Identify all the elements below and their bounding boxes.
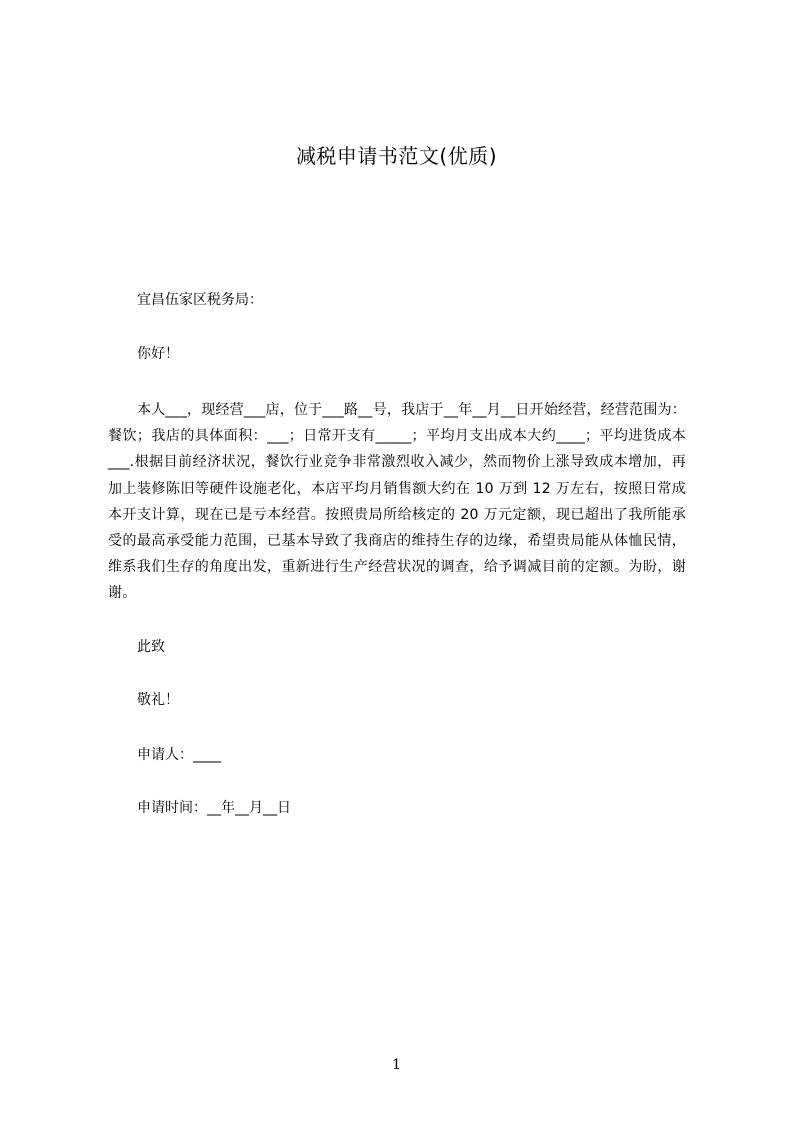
page-number: 1 <box>392 1057 401 1073</box>
date-line: 申请时间：__年__月__日 <box>137 800 291 816</box>
document-title: 减税申请书范文(优质) <box>295 144 498 168</box>
greeting-line: 你好！ <box>137 346 179 362</box>
closing-line-1: 此致 <box>137 639 165 655</box>
body-paragraph: 本人___，现经营___店，位于___路__号，我店于__年__月__日开始经营，经营范围为：餐饮；我店的具体面积：___；日常开支有_____；平均月支出成本大约____；平均进货成本___.根据目前经济状况，餐饮行业竞争非常激烈收入减少，然而物价上涨导致成本增加，再加上装修陈旧等硬件设施老化，本店平均月销售额大约在 10 万到 12 万左右，按照日常成本开支计算，现在已是亏本经营。按照贵局所给核定的 20 万元定额，现已超出了我所能承受的最高承受能力范围，已基本导致了我商店的维持生存的边缘，希望贵局能从体恤民情，维系我们生存的角度出发，重新进行生产经营状况的调查，给予调减目前的定额。为盼，谢谢。 <box>108 402 686 602</box>
closing-line-2: 敬礼！ <box>137 692 179 708</box>
recipient-line: 宜昌伍家区税务局： <box>137 292 263 308</box>
applicant-line: 申请人：____ <box>137 747 221 763</box>
